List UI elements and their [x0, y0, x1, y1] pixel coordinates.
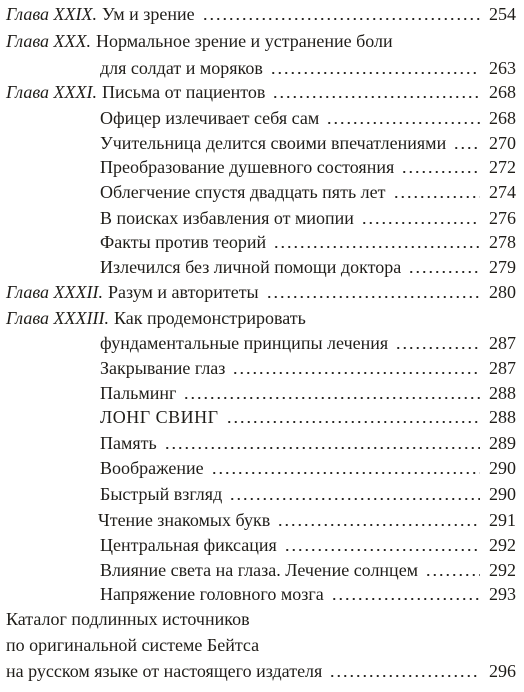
dot-leader [272, 96, 480, 98]
toc-entry [100, 431, 516, 455]
dot-leader [232, 372, 480, 374]
entry-title: Излечился без личной помощи доктора [100, 257, 402, 277]
dot-leader [425, 574, 480, 576]
page-number: 272 [489, 157, 516, 177]
toc-entry [6, 607, 516, 631]
entry-title: Закрывание глаз [100, 358, 226, 378]
toc-entry [100, 155, 516, 179]
page-number: 280 [489, 282, 516, 302]
toc-entry [100, 180, 516, 204]
toc-entry [100, 331, 516, 355]
page-number: 287 [489, 333, 516, 353]
entry-title: Память [100, 433, 157, 453]
entry-title: Офицер излечивает себя сам [100, 108, 320, 128]
page-number: 268 [489, 82, 516, 102]
dot-leader [266, 296, 480, 298]
toc-entry [100, 533, 516, 557]
entry-title: для солдат и моряков [100, 58, 263, 78]
entry-title: Учительница делится своими впечатлениями [100, 133, 447, 153]
dot-leader [164, 447, 480, 449]
page-number: 292 [489, 560, 516, 580]
page-number: 289 [489, 433, 516, 453]
entry-title: по оригинальной системе Бейтса [6, 635, 260, 655]
entry-title: Центральная фиксация [100, 535, 277, 555]
entry-title: ЛОНГ СВИНГ [100, 407, 219, 427]
page-number: 287 [489, 358, 516, 378]
toc-entry [100, 356, 516, 380]
toc-entry [100, 482, 516, 506]
entry-title: Как продемонстрировать [114, 308, 306, 328]
page-number: 291 [489, 510, 516, 530]
dot-leader [226, 421, 480, 423]
toc-entry [6, 280, 516, 304]
toc-entry [100, 582, 516, 606]
dot-leader [361, 222, 480, 224]
page-number: 274 [489, 182, 516, 202]
page-number: 263 [489, 58, 516, 78]
entry-title: В поисках избавления от миопии [100, 208, 354, 228]
entry-title: Ум и зрение [102, 4, 195, 24]
dot-leader [284, 549, 480, 551]
dot-leader [393, 196, 480, 198]
dot-leader [270, 72, 480, 74]
toc-entry [6, 29, 516, 53]
dot-leader [202, 18, 480, 20]
toc-entry [100, 131, 516, 155]
toc-entry [6, 306, 516, 330]
page-number: 292 [489, 535, 516, 555]
dot-leader [331, 598, 480, 600]
dot-leader [395, 347, 480, 349]
chapter-label: Глава XXX. [6, 31, 92, 51]
entry-title: Нормальное зрение и устранение боли [96, 31, 393, 51]
page-number: 279 [489, 257, 516, 277]
chapter-label: Глава XXXIII. [6, 308, 110, 328]
page-number: 296 [489, 661, 516, 681]
entry-title: фундаментальные принципы лечения [100, 333, 389, 353]
entry-title: Влияние света на глаза. Лечение солнцем [100, 560, 419, 580]
entry-title: Напряжение головного мозга [100, 584, 324, 604]
entry-title: Быстрый взгляд [100, 484, 223, 504]
chapter-label: Глава XXXI. [6, 82, 98, 102]
toc-entry [100, 255, 516, 279]
dot-leader [326, 122, 480, 124]
chapter-label: Глава XXXII. [6, 282, 104, 302]
page-number: 288 [489, 407, 516, 427]
entry-title: Преобразование душевного состояния [100, 157, 395, 177]
toc-entry [6, 633, 516, 657]
toc-entry [100, 56, 516, 80]
entry-title: Облегчение спустя двадцать пять лет [100, 182, 386, 202]
toc-entry [100, 558, 516, 582]
entry-title: на русском языке от настоящего издателя [6, 661, 323, 681]
dot-leader [408, 271, 480, 273]
dot-leader [273, 246, 480, 248]
toc-entry [98, 508, 516, 532]
page-number: 290 [489, 484, 516, 504]
dot-leader [229, 498, 480, 500]
chapter-label: Глава XXIX. [6, 4, 98, 24]
dot-leader [277, 524, 480, 526]
page-number: 288 [489, 383, 516, 403]
toc-entry [100, 230, 516, 254]
entry-title: Факты против теорий [100, 232, 267, 252]
toc-entry [100, 206, 516, 230]
page-number: 270 [489, 133, 516, 153]
page-number: 293 [489, 584, 516, 604]
page-number: 254 [489, 4, 516, 24]
page-number: 290 [489, 458, 516, 478]
dot-leader [183, 397, 480, 399]
entry-title: Чтение знакомых букв [98, 510, 271, 530]
entry-title: Каталог подлинных источников [6, 609, 250, 629]
toc-entry [6, 80, 516, 104]
entry-title: Письма от пациентов [102, 82, 266, 102]
toc-entry [6, 659, 516, 683]
dot-leader [329, 675, 480, 677]
entry-title: Пальминг [100, 383, 177, 403]
toc-entry [6, 2, 516, 26]
entry-title: Воображение [100, 458, 204, 478]
page-number: 268 [489, 108, 516, 128]
dot-leader [401, 171, 480, 173]
page-number: 276 [489, 208, 516, 228]
entry-title: Разум и авторитеты [108, 282, 259, 302]
page-number: 278 [489, 232, 516, 252]
toc-entry [100, 106, 516, 130]
toc-entry [100, 405, 516, 429]
dot-leader [211, 472, 480, 474]
dot-leader [453, 147, 480, 149]
toc-entry [100, 456, 516, 480]
toc-entry [100, 381, 516, 405]
